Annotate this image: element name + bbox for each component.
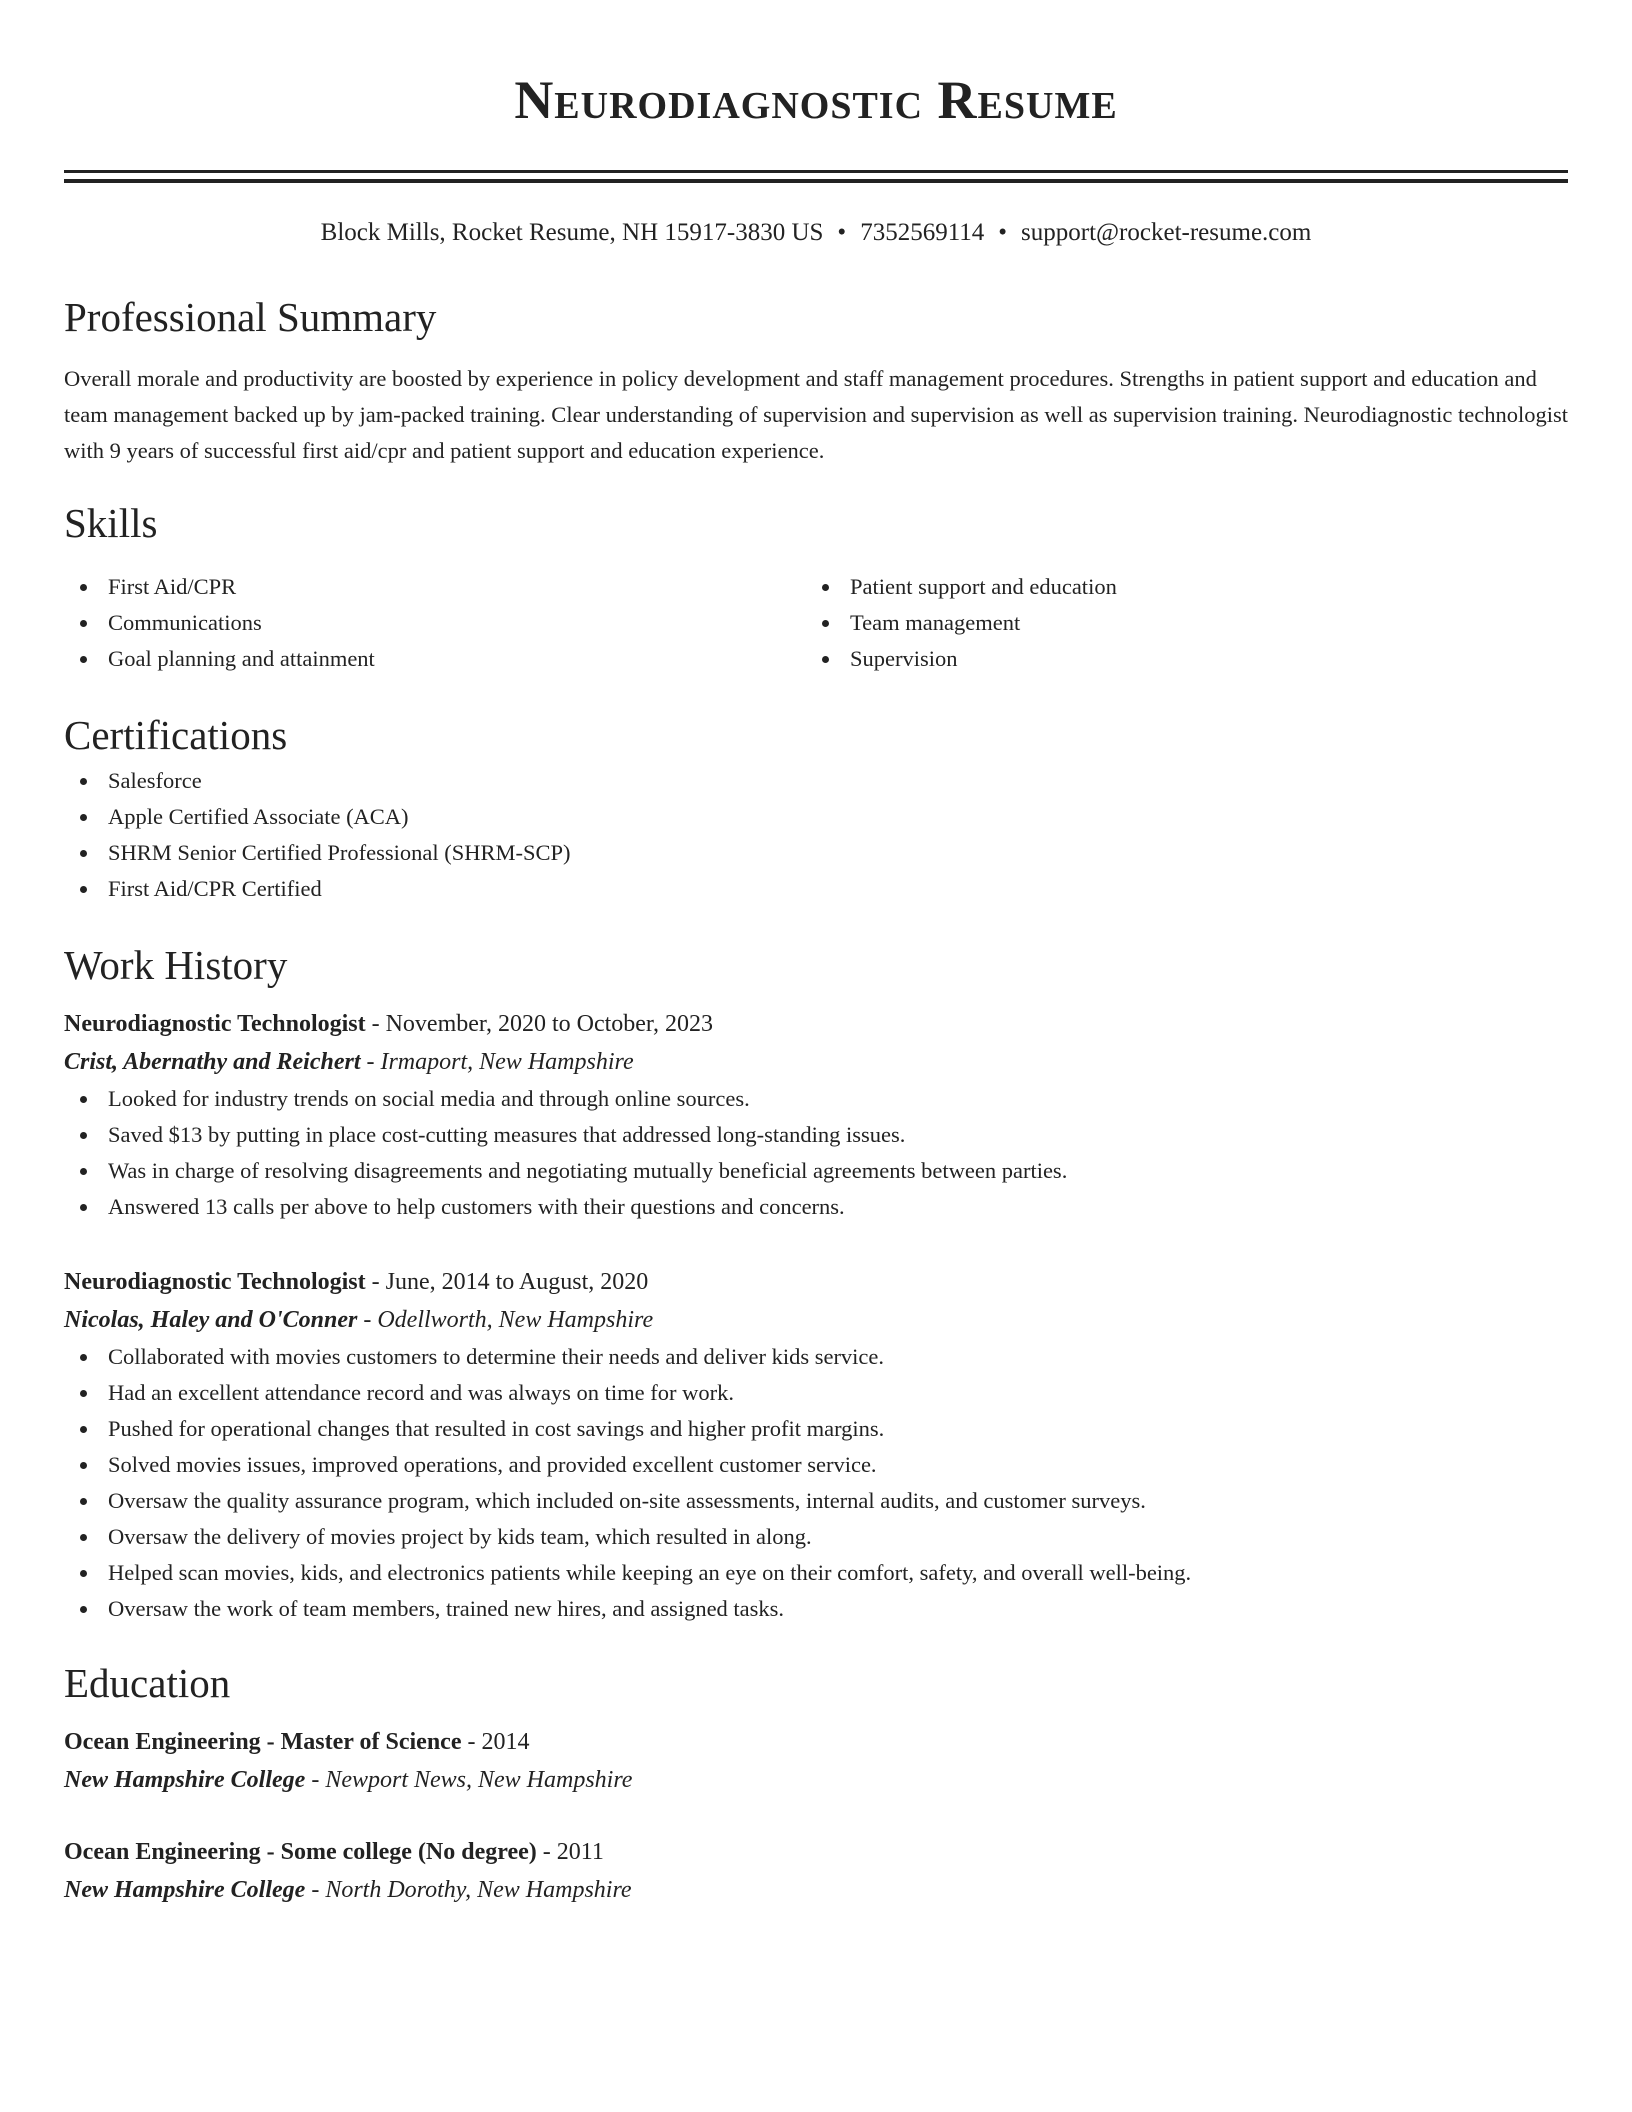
job-duty [64,1081,1568,1117]
education-school: New Hampshire College [64,1877,306,1903]
bullet-icon [80,1606,87,1613]
contact-address: Block Mills, Rocket Resume, NH 15917-3830 US [320,219,824,246]
job-duties-list [64,1339,1568,1627]
education-year: - 2014 [461,1729,530,1755]
job-duty [64,1411,1568,1447]
resume-title: Neurodiagnostic Resume [514,70,1118,130]
job-duty-text: Had an excellent attendance record and was always on time for work. [108,1380,734,1405]
bullet-icon [80,1354,87,1361]
section-heading-skills: Skills [64,500,158,546]
job-entry [64,1263,1568,1627]
bullet-icon [80,1534,87,1541]
skill-label: Goal planning and attainment [108,646,375,671]
job-company: Nicolas, Haley and O'Conner [64,1307,358,1333]
bullet-icon [80,1498,87,1505]
education-degree: Ocean Engineering - Some college (No degree) [64,1839,537,1865]
contact-line [64,215,1568,251]
skills-column-right [806,569,1548,677]
certification-item [64,835,1568,871]
job-duty-text: Pushed for operational changes that resulted in cost savings and higher profit margins. [108,1416,885,1441]
certification-label: SHRM Senior Certified Professional (SHRM-SCP) [108,840,571,865]
job-location: - Irmaport, New Hampshire [360,1049,634,1075]
bullet-icon [80,1462,87,1469]
job-duty-text: Oversaw the work of team members, trained new hires, and assigned tasks. [108,1596,785,1621]
bullet-icon [80,1426,87,1433]
bullet-icon [80,1204,87,1211]
certification-item [64,799,1568,835]
bullet-icon [80,1168,87,1175]
education-location: - Newport News, New Hampshire [305,1767,633,1793]
education-entry [64,1723,1568,1799]
job-duty [64,1555,1568,1591]
certifications-list [64,763,1568,907]
job-duty-text: Answered 13 calls per above to help customers with their questions and concerns. [108,1194,845,1219]
certification-label: Apple Certified Associate (ACA) [108,804,409,829]
bullet-icon [80,850,87,857]
education-location: - North Dorothy, New Hampshire [305,1877,632,1903]
job-duty [64,1153,1568,1189]
job-duty-text: Collaborated with movies customers to determine their needs and deliver kids service. [108,1344,885,1369]
skill-item [806,641,1548,677]
job-entry [64,1005,1568,1225]
bullet-icon [80,886,87,893]
job-location: - Odellworth, New Hampshire [357,1307,654,1333]
certification-label: Salesforce [108,768,202,793]
job-duty-text: Oversaw the delivery of movies project by kids team, which resulted in along. [108,1524,812,1549]
job-duty [64,1483,1568,1519]
certification-item [64,871,1568,907]
job-title: Neurodiagnostic Technologist [64,1269,366,1295]
bullet-icon [80,584,87,591]
bullet-icon [822,584,829,591]
resume-page [64,0,1568,1909]
contact-separator: • [998,219,1008,246]
bullet-icon [80,778,87,785]
contact-separator: • [837,219,847,246]
job-duty [64,1591,1568,1627]
section-heading-certifications: Certifications [64,712,288,758]
job-duty [64,1519,1568,1555]
education-school: New Hampshire College [64,1767,306,1793]
bullet-icon [80,1132,87,1139]
education-degree-line [64,1723,1568,1761]
title-divider-thin [64,170,1568,173]
job-duty [64,1117,1568,1153]
bullet-icon [80,1390,87,1397]
job-company-line [64,1301,1568,1339]
job-duty-text: Solved movies issues, improved operations, and provided excellent customer service. [108,1452,877,1477]
education-entry [64,1833,1568,1909]
job-duty-text: Looked for industry trends on social media and through online sources. [108,1086,750,1111]
section-heading-summary: Professional Summary [64,294,437,340]
education-degree-line [64,1833,1568,1871]
section-heading-education: Education [64,1660,231,1706]
job-duty-text: Oversaw the quality assurance program, which included on-site assessments, internal audits, and customer surveys. [108,1488,1146,1513]
job-duty-text: Helped scan movies, kids, and electronics patients while keeping an eye on their comfort, safety, and overall well-being. [108,1560,1192,1585]
certification-item [64,763,1568,799]
section-heading-work-history: Work History [64,942,288,988]
education-year: - 2011 [536,1839,604,1865]
contact-phone: 7352569114 [860,219,985,246]
job-duty-text: Saved $13 by putting in place cost-cutting measures that addressed long-standing issues. [108,1122,906,1147]
job-company: Crist, Abernathy and Reichert [64,1049,361,1075]
education-degree: Ocean Engineering - Master of Science [64,1729,462,1755]
job-duty [64,1189,1568,1225]
job-dates: - November, 2020 to October, 2023 [365,1011,713,1037]
bullet-icon [822,620,829,627]
bullet-icon [80,1570,87,1577]
skill-label: First Aid/CPR [108,574,237,599]
summary-text: Overall morale and productivity are boosted by experience in policy development and staff management procedures. Strengths in patient support and education and team management backed up by jam-packed training. Clear understanding of supervision and supervision as well as supervision training. Neurodiagnostic technologist with 9 years of successful first aid/cpr and patient support and education experience. [64,366,1568,463]
education-school-line [64,1871,1568,1909]
job-company-line [64,1043,1568,1081]
job-title-line [64,1263,1568,1301]
job-duty [64,1375,1568,1411]
skill-label: Supervision [850,646,958,671]
skill-item [806,605,1548,641]
job-duties-list [64,1081,1568,1225]
job-dates: - June, 2014 to August, 2020 [365,1269,649,1295]
skill-label: Patient support and education [850,574,1117,599]
contact-email: support@rocket-resume.com [1021,219,1312,246]
bullet-icon [80,814,87,821]
job-duty [64,1447,1568,1483]
skill-item [64,641,806,677]
bullet-icon [822,656,829,663]
skill-label: Team management [850,610,1021,635]
skill-item [64,569,806,605]
job-duty [64,1339,1568,1375]
certification-label: First Aid/CPR Certified [108,876,322,901]
skills-grid [64,569,1568,677]
education-school-line [64,1761,1568,1799]
skill-item [64,605,806,641]
job-duty-text: Was in charge of resolving disagreements and negotiating mutually beneficial agreements between parties. [108,1158,1068,1183]
bullet-icon [80,656,87,663]
skill-label: Communications [108,610,262,635]
job-title-line [64,1005,1568,1043]
title-divider-thick [64,179,1568,183]
bullet-icon [80,1096,87,1103]
skills-column-left [64,569,806,677]
bullet-icon [80,620,87,627]
skill-item [806,569,1548,605]
job-title: Neurodiagnostic Technologist [64,1011,366,1037]
